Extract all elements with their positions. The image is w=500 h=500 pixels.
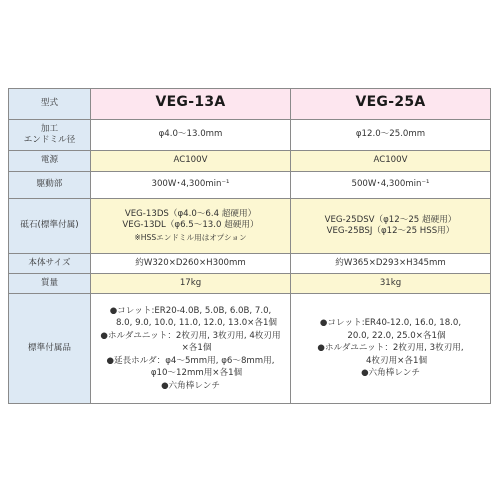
accessory-line: ×各1個	[181, 343, 212, 354]
drive-b: 500W･4,300min⁻¹	[291, 172, 491, 199]
diameter-label-line: 加工	[40, 123, 59, 134]
accessory-line: 20.0, 22.0, 25.0×各1個	[347, 330, 446, 341]
model-a-name: VEG-13A	[155, 94, 226, 111]
diameter-b: φ12.0～25.0mm	[291, 120, 491, 151]
accessories-row	[9, 294, 491, 404]
grinding-stone-row	[9, 199, 491, 254]
diameter-label-line: エンドミル径	[23, 135, 76, 145]
accessory-line: 4枚刃用×各1個	[365, 355, 428, 366]
grinding-stone-label: 砥石(標準付属)	[9, 199, 91, 254]
power-a: AC100V	[91, 151, 291, 172]
power-b: AC100V	[291, 151, 491, 172]
grinding-stone-a	[91, 199, 291, 254]
accessory-line: ●六角棒レンチ	[361, 368, 420, 379]
accessory-line: ●ホルダユニット：2枚刃用, 3枚刃用,	[317, 343, 464, 354]
model-b-name: VEG-25A	[355, 94, 426, 111]
mass-b: 31kg	[291, 274, 491, 294]
accessory-line: ●六角棒レンチ	[161, 380, 220, 391]
grinding-stone-a-line: VEG-13DS（φ4.0～6.4 超硬用）	[124, 208, 257, 219]
grinding-stone-a-line: VEG-13DL（φ6.5～13.0 超硬用）	[122, 220, 259, 231]
power-label: 電源	[9, 151, 91, 172]
accessories-label: 標準付属品	[9, 294, 91, 404]
accessory-line: ●ホルダユニット：2枚刃用, 3枚刃用, 4枚刃用	[100, 330, 281, 341]
drive-label: 駆動部	[9, 172, 91, 199]
grinding-stone-a-note: ※HSSエンドミル用はオプション	[134, 232, 247, 242]
model-a-header	[91, 89, 291, 120]
model-b-header	[291, 89, 491, 120]
accessory-line: ●コレット:ER20-4.0B, 5.0B, 6.0B, 7.0,	[109, 305, 272, 316]
mass-label: 質量	[9, 274, 91, 294]
accessories-a	[91, 294, 291, 404]
size-row	[9, 254, 491, 274]
grinding-stone-b-line: VEG-25DSV（φ12～25 超硬用）	[324, 214, 457, 225]
size-b: 約W365×D293×H345mm	[291, 254, 491, 274]
accessory-line: 8.0, 9.0, 10.0, 11.0, 12.0, 13.0×各1個	[115, 318, 278, 329]
diameter-label	[9, 120, 91, 151]
drive-row	[9, 172, 491, 199]
accessory-line: ●延長ホルダ：φ4～5mm用, φ6～8mm用,	[106, 355, 275, 366]
grinding-stone-b	[291, 199, 491, 254]
power-row	[9, 151, 491, 172]
mass-a: 17kg	[91, 274, 291, 294]
size-a: 約W320×D260×H300mm	[91, 254, 291, 274]
accessory-line: ●コレット:ER40-12.0, 16.0, 18.0,	[319, 318, 462, 329]
model-row	[9, 89, 491, 120]
accessories-b	[291, 294, 491, 404]
label-header: 型式	[9, 89, 91, 120]
spec-table	[8, 88, 491, 404]
grinding-stone-b-line: VEG-25BSJ（φ12～25 HSS用）	[326, 226, 455, 236]
diameter-row	[9, 120, 491, 151]
accessory-line: φ10～12mm用×各1個	[150, 368, 243, 379]
size-label: 本体サイズ	[9, 254, 91, 274]
diameter-a: φ4.0～13.0mm	[91, 120, 291, 151]
mass-row	[9, 274, 491, 294]
drive-a: 300W･4,300min⁻¹	[91, 172, 291, 199]
